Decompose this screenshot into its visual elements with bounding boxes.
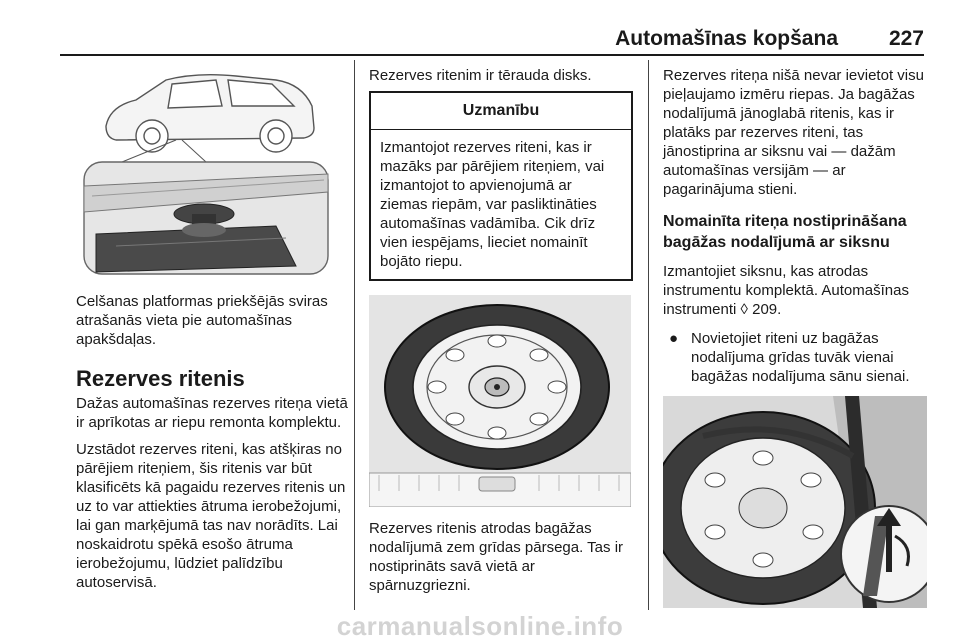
section-title: Automašīnas kopšana	[615, 27, 838, 50]
warning-box	[369, 91, 633, 281]
column-3	[663, 60, 933, 608]
warning-text: Izmantojot rezerves riteni, kas ir mazāks par pārējiem riteņiem, vai izmantojot to apvienojumā ar ziemas riepām, var pasliktināties automašīnas vadāmība. Cik drīz vien iespējams, lieciet nomainīt bojāto riepu.	[380, 139, 605, 270]
temporary-spare-paragraph: Uzstādot rezerves riteni, kas atšķiras no pārējiem riteņiem, šis ritenis var būt klasificēts kā pagaidu rezerves ritenis un uz to var attiekties ātruma ierobežojumi, lai gan marķējumā tas nav norādīts. Lai noskaidrotu spēkā esošo ātruma ierobežojumu, lūdziet palīdzību autoservisā.	[76, 441, 346, 591]
page-header	[60, 26, 924, 56]
strap-figure	[663, 396, 933, 608]
column-divider-1	[354, 60, 355, 610]
strap-securing-subheading: Nomainīta riteņa nostiprināšana bagāžas nodalījumā ar siksnu	[663, 213, 907, 251]
repair-kit-paragraph: Dažas automašīnas rezerves riteņa vietā ir aprīkotas ar riepu remonta komplektu.	[76, 395, 348, 431]
spare-wheel-well-illustration	[369, 295, 631, 507]
watermark: carmanualsonline.info	[336, 611, 624, 641]
strap-intro-paragraph: Izmantojiet siksnu, kas atrodas instrumentu komplektā. Automašīnas instrumenti ◊ 209.	[663, 263, 909, 318]
wheel-well-paragraph: Rezerves riteņa nišā nevar ievietot visu pieļaujamo izmēru riepas. Ja bagāžas nodalījumā jānoglabā ritenis, kas ir platāks par rezerves riteni, tas jānostiprina ar siksnu vai — dažām automašīnas versijām — ar pagarinājuma stieni.	[663, 67, 924, 198]
bullet-item	[663, 329, 933, 386]
bullet-text: Novietojiet riteni uz bagāžas nodalījuma grīdas tuvāk vienai bagāžas nodalījuma sānu sienai.	[691, 330, 910, 385]
column-1	[76, 60, 348, 592]
column-2	[369, 60, 633, 595]
page-number: 227	[888, 27, 924, 50]
steel-rim-text: Rezerves ritenim ir tērauda disks.	[369, 67, 592, 84]
wheel-strap-illustration	[663, 396, 927, 608]
spare-wheel-figure	[369, 295, 633, 507]
column-divider-2	[648, 60, 649, 610]
bullet-dot-icon: ●	[669, 330, 679, 347]
warning-title: Uzmanību	[371, 93, 631, 130]
spare-location-caption: Rezerves ritenis atrodas bagāžas nodalījumā zem grīdas pārsega. Tas ir nostiprināts savā vietā ar spārnuzgriezni.	[369, 520, 624, 594]
jack-caption: Celšanas platformas priekšējās sviras atrašanās vieta pie automašīnas apakšdaļas.	[76, 293, 328, 348]
jack-point-figure	[76, 66, 348, 278]
car-jack-illustration	[76, 66, 336, 278]
spare-wheel-heading: Rezerves ritenis	[76, 366, 245, 391]
